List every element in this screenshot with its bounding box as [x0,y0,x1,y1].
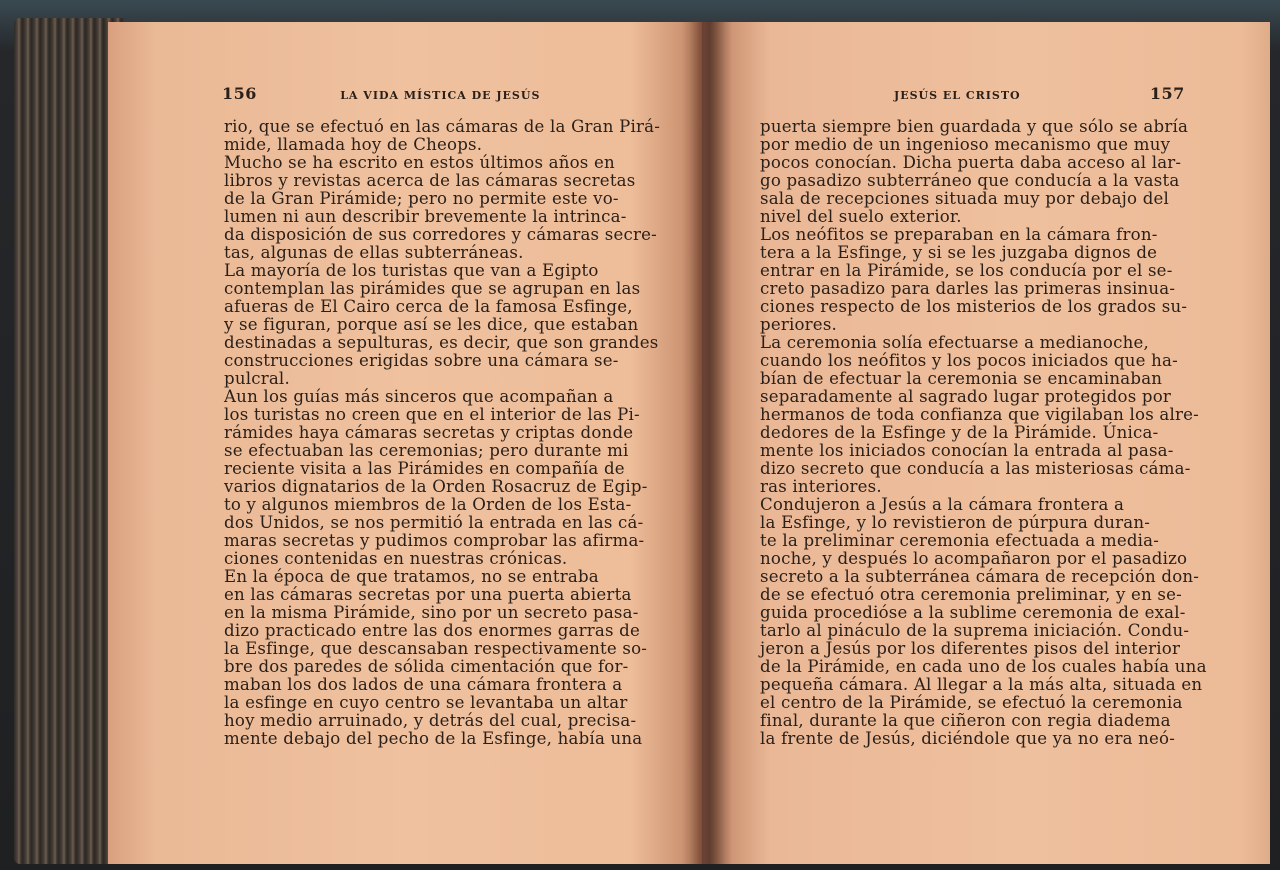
open-book [108,22,1270,864]
text-line: la Esfinge, que descansaban respectivamente so- [224,639,648,658]
text-line: noche, y después lo acompañaron por el pasadizo [760,549,1188,568]
text-line: libros y revistas acerca de las cámaras secretas [224,171,636,190]
left-running-head: LA VIDA MÍSTICA DE JESÚS [340,89,541,102]
text-line: dizo practicado entre las dos enormes garras de [224,621,641,640]
text-line: mide, llamada hoy de Cheops. [224,135,483,154]
text-line: afueras de El Cairo cerca de la famosa Esfinge, [224,297,633,316]
text-line: te la preliminar ceremonia efectuada a media- [760,531,1160,550]
text-line: destinadas a sepulturas, es decir, que son grandes [224,333,659,352]
text-line: ciones respecto de los misterios de los grados su- [760,297,1188,316]
text-line: contemplan las pirámides que se agrupan en las [224,279,641,298]
text-line: por medio de un ingenioso mecanismo que muy [760,135,1171,154]
right-page-header [894,84,1185,103]
text-line: to y algunos miembros de la Orden de los Esta- [224,495,632,514]
text-line: En la época de que tratamos, no se entraba [224,567,599,586]
text-line: tas, algunas de ellas subterráneas. [224,243,524,262]
text-line: la frente de Jesús, diciéndole que ya no era neó- [760,729,1176,748]
text-line: pulcral. [224,369,290,388]
text-line: La ceremonia solía efectuarse a medianoche, [760,333,1149,352]
text-line: final, durante la que ciñeron con regia diadema [760,711,1171,730]
text-line: separadamente al sagrado lugar protegidos por [760,387,1172,406]
right-page-number: 157 [1149,84,1185,103]
text-line: puerta siempre bien guardada y que sólo se abría [760,117,1189,136]
left-page-header [222,84,540,103]
text-line: pequeña cámara. Al llegar a la más alta, situada en [760,675,1203,694]
text-line: secreto a la subterránea cámara de recepción don- [760,567,1200,586]
text-line: La mayoría de los turistas que van a Egipto [224,261,599,280]
text-line: pocos conocían. Dicha puerta daba acceso al lar- [760,153,1182,172]
text-line: mente debajo del pecho de la Esfinge, había una [224,729,643,748]
text-line: reciente visita a las Pirámides en compañía de [224,459,625,478]
text-line: nivel del suelo exterior. [760,207,962,226]
text-line: dedores de la Esfinge y de la Pirámide. Única- [760,423,1159,442]
text-line: tarlo al pináculo de la suprema iniciación. Condu- [760,621,1190,640]
text-line: Condujeron a Jesús a la cámara frontera a [760,495,1125,514]
text-line: cuando los neófitos y los pocos iniciados que ha- [760,351,1178,370]
text-line: en la misma Pirámide, sino por un secreto pasa- [224,603,639,622]
text-line: rio, que se efectuó en las cámaras de la Gran Pirá- [224,117,661,136]
left-page-number: 156 [222,84,257,103]
right-page [702,22,1270,864]
text-line: bre dos paredes de sólida cimentación que for- [224,657,629,676]
text-line: maban los dos lados de una cámara frontera a [224,675,623,694]
text-line: go pasadizo subterráneo que conducía a la vasta [760,171,1180,190]
text-line: el centro de la Pirámide, se efectuó la ceremonia [760,693,1183,712]
text-line: periores. [760,315,838,334]
text-line: la Esfinge, y lo revistieron de púrpura duran- [760,513,1151,532]
right-page-body [760,118,1260,748]
text-line: lumen ni aun describir brevemente la intrinca- [224,207,627,226]
left-page-body [224,118,694,748]
text-line: dos Unidos, se nos permitió la entrada en las cá- [224,513,644,532]
text-line: sala de recepciones situada muy por debajo del [760,189,1170,208]
text-line: mente los iniciados conocían la entrada al pasa- [760,441,1174,460]
text-line: Aun los guías más sinceros que acompañan a [224,387,614,406]
text-line: se efectuaban las ceremonias; pero durante mi [224,441,629,460]
right-running-head: JESÚS EL CRISTO [894,89,1021,102]
text-line: jeron a Jesús por los diferentes pisos del interior [760,639,1181,658]
text-line: los turistas no creen que en el interior de las Pi- [224,405,640,424]
text-line: creto pasadizo para darles las primeras insinua- [760,279,1176,298]
text-line: ras interiores. [760,477,882,496]
text-line: Los neófitos se preparaban en la cámara fron- [760,225,1158,244]
text-line: ciones contenidas en nuestras crónicas. [224,549,568,568]
text-line: de se efectuó otra ceremonia preliminar, y en se- [760,585,1182,604]
text-line: dizo secreto que conducía a las misteriosas cáma- [760,459,1191,478]
text-line: de la Gran Pirámide; pero no permite este vo- [224,189,619,208]
text-line: rámides haya cámaras secretas y criptas donde [224,423,634,442]
text-line: en las cámaras secretas por una puerta abierta [224,585,632,604]
book-gutter [682,22,732,864]
text-line: construcciones erigidas sobre una cámara se- [224,351,619,370]
text-line: y se figuran, porque así se les dice, que estaban [224,315,639,334]
text-line: tera a la Esfinge, y si se les juzgaba dignos de [760,243,1158,262]
text-line: la esfinge en cuyo centro se levantaba un altar [224,693,628,712]
left-page [108,22,702,864]
text-line: Mucho se ha escrito en estos últimos años en [224,153,615,172]
text-line: varios dignatarios de la Orden Rosacruz de Egip- [224,477,648,496]
text-line: entrar en la Pirámide, se los conducía por el se- [760,261,1173,280]
text-line: da disposición de sus corredores y cámaras secre- [224,225,657,244]
text-line: maras secretas y pudimos comprobar las afirma- [224,531,645,550]
text-line: hoy medio arruinado, y detrás del cual, precisa- [224,711,637,730]
text-line: de la Pirámide, en cada uno de los cuales había una [760,657,1207,676]
text-line: guida procedióse a la sublime ceremonia de exal- [760,603,1186,622]
text-line: bían de efectuar la ceremonia se encaminaban [760,369,1163,388]
text-line: hermanos de toda confianza que vigilaban los alre- [760,405,1199,424]
